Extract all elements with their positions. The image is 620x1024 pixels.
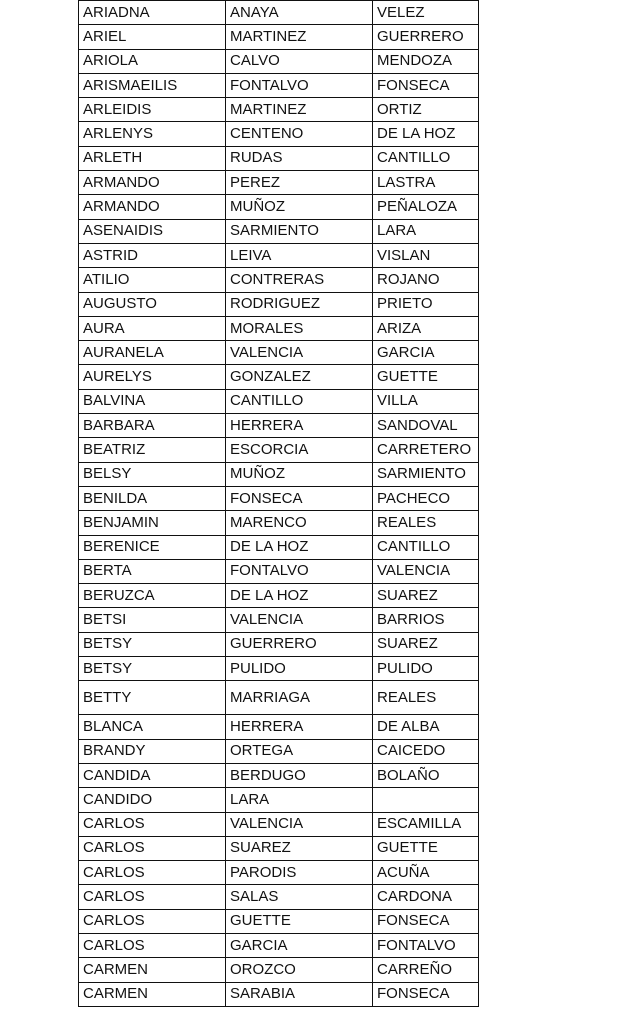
table-row (79, 681, 479, 715)
table-row (79, 98, 479, 122)
table-row (79, 122, 479, 146)
first-surname-cell: SARMIENTO (226, 219, 373, 243)
first-surname-cell: FONTALVO (226, 559, 373, 583)
second-surname-cell: CANTILLO (373, 535, 479, 559)
second-surname-cell: ROJANO (373, 268, 479, 292)
table-row (79, 292, 479, 316)
second-surname-cell: VILLA (373, 389, 479, 413)
first-name-cell: CANDIDO (79, 788, 226, 812)
second-surname-cell: ACUÑA (373, 861, 479, 885)
table-row (79, 243, 479, 267)
second-surname-cell: GUETTE (373, 365, 479, 389)
first-name-cell: BERUZCA (79, 584, 226, 608)
first-surname-cell: MARTINEZ (226, 25, 373, 49)
names-table (78, 0, 479, 1007)
second-surname-cell: CARRETERO (373, 438, 479, 462)
first-name-cell: ATILIO (79, 268, 226, 292)
first-surname-cell: MORALES (226, 316, 373, 340)
first-name-cell: CARMEN (79, 982, 226, 1006)
first-surname-cell: MARRIAGA (226, 681, 373, 715)
first-surname-cell: MUÑOZ (226, 462, 373, 486)
first-surname-cell: VALENCIA (226, 608, 373, 632)
first-surname-cell: RUDAS (226, 146, 373, 170)
first-surname-cell: GONZALEZ (226, 365, 373, 389)
first-name-cell: BETTY (79, 681, 226, 715)
second-surname-cell: GARCIA (373, 341, 479, 365)
first-name-cell: BALVINA (79, 389, 226, 413)
first-name-cell: ARIEL (79, 25, 226, 49)
table-row (79, 365, 479, 389)
first-surname-cell: DE LA HOZ (226, 584, 373, 608)
second-surname-cell: REALES (373, 681, 479, 715)
first-name-cell: CANDIDA (79, 763, 226, 787)
first-name-cell: BELSY (79, 462, 226, 486)
second-surname-cell: VISLAN (373, 243, 479, 267)
table-row (79, 49, 479, 73)
first-name-cell: ARISMAEILIS (79, 73, 226, 97)
first-name-cell: CARLOS (79, 812, 226, 836)
first-name-cell: AURELYS (79, 365, 226, 389)
table-row (79, 657, 479, 681)
first-surname-cell: FONSECA (226, 486, 373, 510)
first-surname-cell: ORTEGA (226, 739, 373, 763)
second-surname-cell: CARREÑO (373, 958, 479, 982)
second-surname-cell: PRIETO (373, 292, 479, 316)
second-surname-cell: SUAREZ (373, 584, 479, 608)
second-surname-cell: VALENCIA (373, 559, 479, 583)
second-surname-cell: DE ALBA (373, 715, 479, 739)
first-name-cell: BETSY (79, 657, 226, 681)
table-row (79, 788, 479, 812)
second-surname-cell: ORTIZ (373, 98, 479, 122)
table-row (79, 933, 479, 957)
table-row (79, 812, 479, 836)
second-surname-cell: REALES (373, 511, 479, 535)
table-row (79, 861, 479, 885)
first-surname-cell: MUÑOZ (226, 195, 373, 219)
table-row (79, 146, 479, 170)
first-surname-cell: PULIDO (226, 657, 373, 681)
first-name-cell: BENILDA (79, 486, 226, 510)
table-row (79, 73, 479, 97)
second-surname-cell: FONSECA (373, 73, 479, 97)
second-surname-cell: VELEZ (373, 1, 479, 25)
first-name-cell: BARBARA (79, 414, 226, 438)
first-name-cell: AUGUSTO (79, 292, 226, 316)
first-surname-cell: PEREZ (226, 171, 373, 195)
second-surname-cell: ARIZA (373, 316, 479, 340)
first-surname-cell: LARA (226, 788, 373, 812)
table-row (79, 316, 479, 340)
table-row (79, 632, 479, 656)
first-name-cell: ARIADNA (79, 1, 226, 25)
table-row (79, 25, 479, 49)
first-name-cell: AURA (79, 316, 226, 340)
second-surname-cell: SUAREZ (373, 632, 479, 656)
table-row (79, 608, 479, 632)
first-name-cell: ARLEIDIS (79, 98, 226, 122)
first-surname-cell: GUERRERO (226, 632, 373, 656)
first-surname-cell: VALENCIA (226, 341, 373, 365)
table-row (79, 486, 479, 510)
first-name-cell: AURANELA (79, 341, 226, 365)
second-surname-cell: LARA (373, 219, 479, 243)
first-name-cell: BEATRIZ (79, 438, 226, 462)
table-row (79, 389, 479, 413)
table-row (79, 909, 479, 933)
first-surname-cell: SARABIA (226, 982, 373, 1006)
first-name-cell: CARLOS (79, 909, 226, 933)
first-name-cell: BENJAMIN (79, 511, 226, 535)
second-surname-cell: PEÑALOZA (373, 195, 479, 219)
first-surname-cell: GUETTE (226, 909, 373, 933)
first-surname-cell: SUAREZ (226, 836, 373, 860)
first-surname-cell: VALENCIA (226, 812, 373, 836)
second-surname-cell: ESCAMILLA (373, 812, 479, 836)
first-name-cell: ARIOLA (79, 49, 226, 73)
second-surname-cell (373, 788, 479, 812)
first-name-cell: CARLOS (79, 836, 226, 860)
first-name-cell: CARLOS (79, 933, 226, 957)
second-surname-cell: LASTRA (373, 171, 479, 195)
first-surname-cell: CONTRERAS (226, 268, 373, 292)
first-surname-cell: OROZCO (226, 958, 373, 982)
first-surname-cell: ESCORCIA (226, 438, 373, 462)
first-surname-cell: RODRIGUEZ (226, 292, 373, 316)
second-surname-cell: SANDOVAL (373, 414, 479, 438)
table-row (79, 341, 479, 365)
table-row (79, 836, 479, 860)
table-body (79, 1, 479, 1007)
second-surname-cell: FONSECA (373, 909, 479, 933)
first-surname-cell: BERDUGO (226, 763, 373, 787)
second-surname-cell: GUETTE (373, 836, 479, 860)
first-surname-cell: HERRERA (226, 715, 373, 739)
first-name-cell: BERENICE (79, 535, 226, 559)
second-surname-cell: GUERRERO (373, 25, 479, 49)
table-row (79, 763, 479, 787)
table-row (79, 219, 479, 243)
second-surname-cell: CAICEDO (373, 739, 479, 763)
second-surname-cell: MENDOZA (373, 49, 479, 73)
second-surname-cell: FONTALVO (373, 933, 479, 957)
first-name-cell: ASTRID (79, 243, 226, 267)
first-surname-cell: FONTALVO (226, 73, 373, 97)
second-surname-cell: FONSECA (373, 982, 479, 1006)
first-surname-cell: HERRERA (226, 414, 373, 438)
table-row (79, 982, 479, 1006)
table-row (79, 885, 479, 909)
first-surname-cell: CANTILLO (226, 389, 373, 413)
table-row (79, 715, 479, 739)
table-row (79, 462, 479, 486)
first-name-cell: BRANDY (79, 739, 226, 763)
second-surname-cell: PULIDO (373, 657, 479, 681)
first-surname-cell: CALVO (226, 49, 373, 73)
first-name-cell: BERTA (79, 559, 226, 583)
table-row (79, 584, 479, 608)
first-name-cell: BLANCA (79, 715, 226, 739)
first-surname-cell: GARCIA (226, 933, 373, 957)
first-surname-cell: PARODIS (226, 861, 373, 885)
table-row (79, 535, 479, 559)
first-name-cell: CARLOS (79, 861, 226, 885)
table-row (79, 1, 479, 25)
first-name-cell: ARMANDO (79, 171, 226, 195)
first-name-cell: ARLETH (79, 146, 226, 170)
second-surname-cell: CANTILLO (373, 146, 479, 170)
first-surname-cell: ANAYA (226, 1, 373, 25)
first-name-cell: ARLENYS (79, 122, 226, 146)
first-name-cell: BETSI (79, 608, 226, 632)
first-name-cell: ARMANDO (79, 195, 226, 219)
second-surname-cell: BOLAÑO (373, 763, 479, 787)
second-surname-cell: BARRIOS (373, 608, 479, 632)
first-name-cell: CARLOS (79, 885, 226, 909)
first-name-cell: BETSY (79, 632, 226, 656)
first-surname-cell: LEIVA (226, 243, 373, 267)
second-surname-cell: SARMIENTO (373, 462, 479, 486)
first-surname-cell: CENTENO (226, 122, 373, 146)
first-surname-cell: DE LA HOZ (226, 535, 373, 559)
table-row (79, 559, 479, 583)
second-surname-cell: CARDONA (373, 885, 479, 909)
table-row (79, 268, 479, 292)
second-surname-cell: PACHECO (373, 486, 479, 510)
table-row (79, 739, 479, 763)
first-surname-cell: MARTINEZ (226, 98, 373, 122)
first-surname-cell: SALAS (226, 885, 373, 909)
table-row (79, 511, 479, 535)
table-row (79, 438, 479, 462)
first-name-cell: CARMEN (79, 958, 226, 982)
table-row (79, 958, 479, 982)
first-surname-cell: MARENCO (226, 511, 373, 535)
table-row (79, 171, 479, 195)
second-surname-cell: DE LA HOZ (373, 122, 479, 146)
table-row (79, 195, 479, 219)
first-name-cell: ASENAIDIS (79, 219, 226, 243)
table-row (79, 414, 479, 438)
